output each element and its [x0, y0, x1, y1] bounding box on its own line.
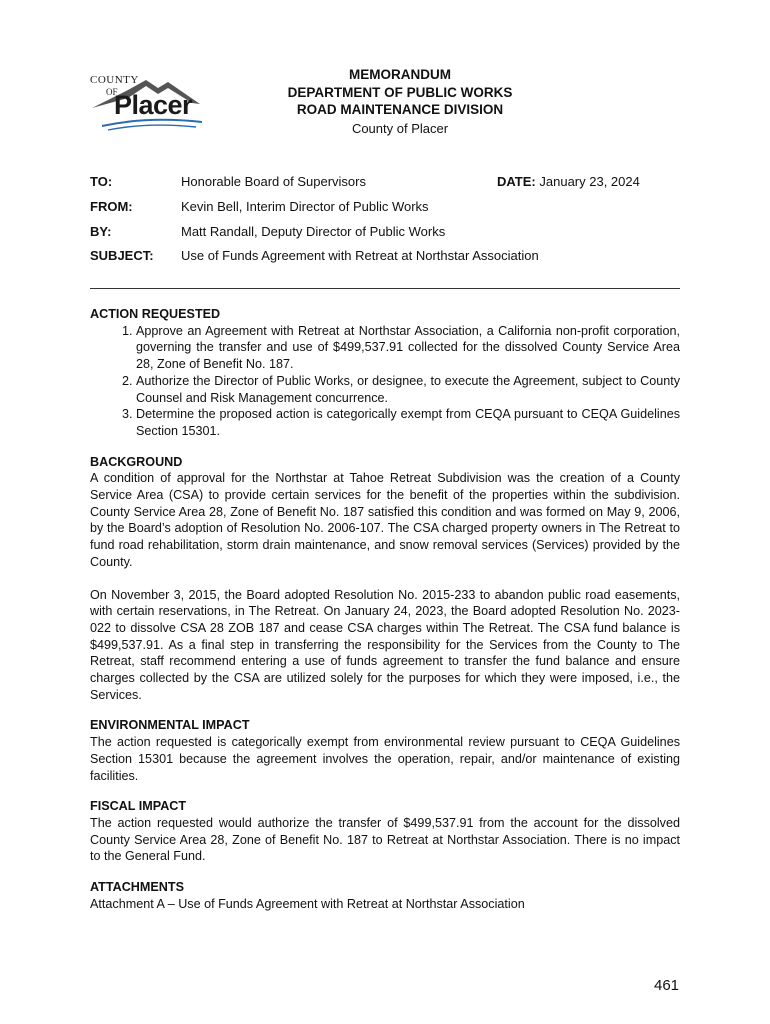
to-label: TO:	[90, 174, 113, 189]
header-division: ROAD MAINTENANCE DIVISION	[296, 102, 504, 117]
background-paragraph-2: On November 3, 2015, the Board adopted Resolution No. 2015-233 to abandon public road easements, with certain reservations, in The Retreat. On January 24, 2023, the Board adopted Resolution No. 2023-022 to dissolve CSA 28 ZOB 187 and cease CSA charges within The Retreat. The CSA fund balance is $499,537.91. As a final step in transferring the responsibility for the Services from the County to The Retreat, staff recommend entering a use of funds agreement to transfer the fund balance and ensure charges collected by the CSA are utilized solely for the purposes for which they were imposed, i.e., the Services.	[90, 587, 680, 702]
page-number: 461	[654, 977, 680, 994]
logo-of-text: OF	[106, 87, 118, 97]
header-divider	[90, 288, 680, 289]
background-paragraph-1: A condition of approval for the Northstar at Tahoe Retreat Subdivision was the creation of a County Service Area (CSA) to provide certain services for the benefit of the properties within the subdivision. County Service Area 28, Zone of Benefit No. 187 satisfied this condition and was formed on May 9, 2006, by the Board’s adoption of Resolution No. 2006-107. The CSA charged property owners in The Retreat to fund road rehabilitation, storm drain maintenance, and snow removal services (Services) provided by the County.	[90, 471, 680, 569]
header-department: DEPARTMENT OF PUBLIC WORKS	[287, 84, 513, 100]
to-value: Honorable Board of Supervisors	[181, 174, 366, 189]
header-county: County of Placer	[351, 120, 449, 136]
subject-value: Use of Funds Agreement with Retreat at Northstar Association	[181, 248, 539, 263]
date-value: January 23, 2024	[539, 174, 640, 189]
header-memorandum: MEMORANDUM	[349, 67, 451, 82]
environmental-paragraph: The action requested is categorically exempt from environmental review pursuant to CEQA Guidelines Section 15301 because the agreement involves the operation, repair, and/or maintenance of existing facilities.	[90, 735, 680, 783]
action-item-1: 1. Approve an Agreement with Retreat at Northstar Association, a California non-profit corporation, governing the transfer and use of $499,537.91 collected for the dissolved County Service Area 28, Zone of Benefit No. 187.	[136, 323, 680, 373]
fiscal-paragraph: The action requested would authorize the transfer of $499,537.91 from the account for the dissolved County Service Area 28, Zone of Benefit No. 187 to Retreat at Northstar Association. There is no impact to the General Fund.	[90, 815, 680, 864]
by-value: Matt Randall, Deputy Director of Public Works	[181, 224, 446, 239]
logo-county-text: COUNTY	[90, 74, 139, 86]
by-label: BY:	[90, 224, 112, 239]
action-heading: ACTION REQUESTED	[90, 307, 221, 321]
background-heading: BACKGROUND	[90, 454, 183, 469]
action-list	[90, 323, 680, 440]
date-label: DATE:	[497, 174, 536, 189]
county-logo	[88, 70, 208, 132]
environmental-heading: ENVIRONMENTAL IMPACT	[90, 718, 250, 733]
from-value: Kevin Bell, Interim Director of Public Works	[181, 199, 429, 214]
date-row	[497, 174, 640, 189]
action-item-3: 3. Determine the proposed action is categorically exempt from CEQA pursuant to CEQA Guidelines Section 15301.	[136, 406, 680, 439]
subject-label: SUBJECT:	[90, 248, 154, 263]
memo-header	[200, 66, 600, 138]
attachments-paragraph: Attachment A – Use of Funds Agreement with Retreat at Northstar Association	[90, 896, 525, 911]
action-item-2: 2. Authorize the Director of Public Works, or designee, to execute the Agreement, subject to County Counsel and Risk Management concurrence.	[136, 373, 680, 406]
from-label: FROM:	[90, 199, 133, 214]
fiscal-heading: FISCAL IMPACT	[90, 799, 187, 814]
logo-placer-text: Placer	[114, 90, 193, 120]
memo-body	[90, 306, 680, 913]
attachments-heading: ATTACHMENTS	[90, 880, 184, 895]
